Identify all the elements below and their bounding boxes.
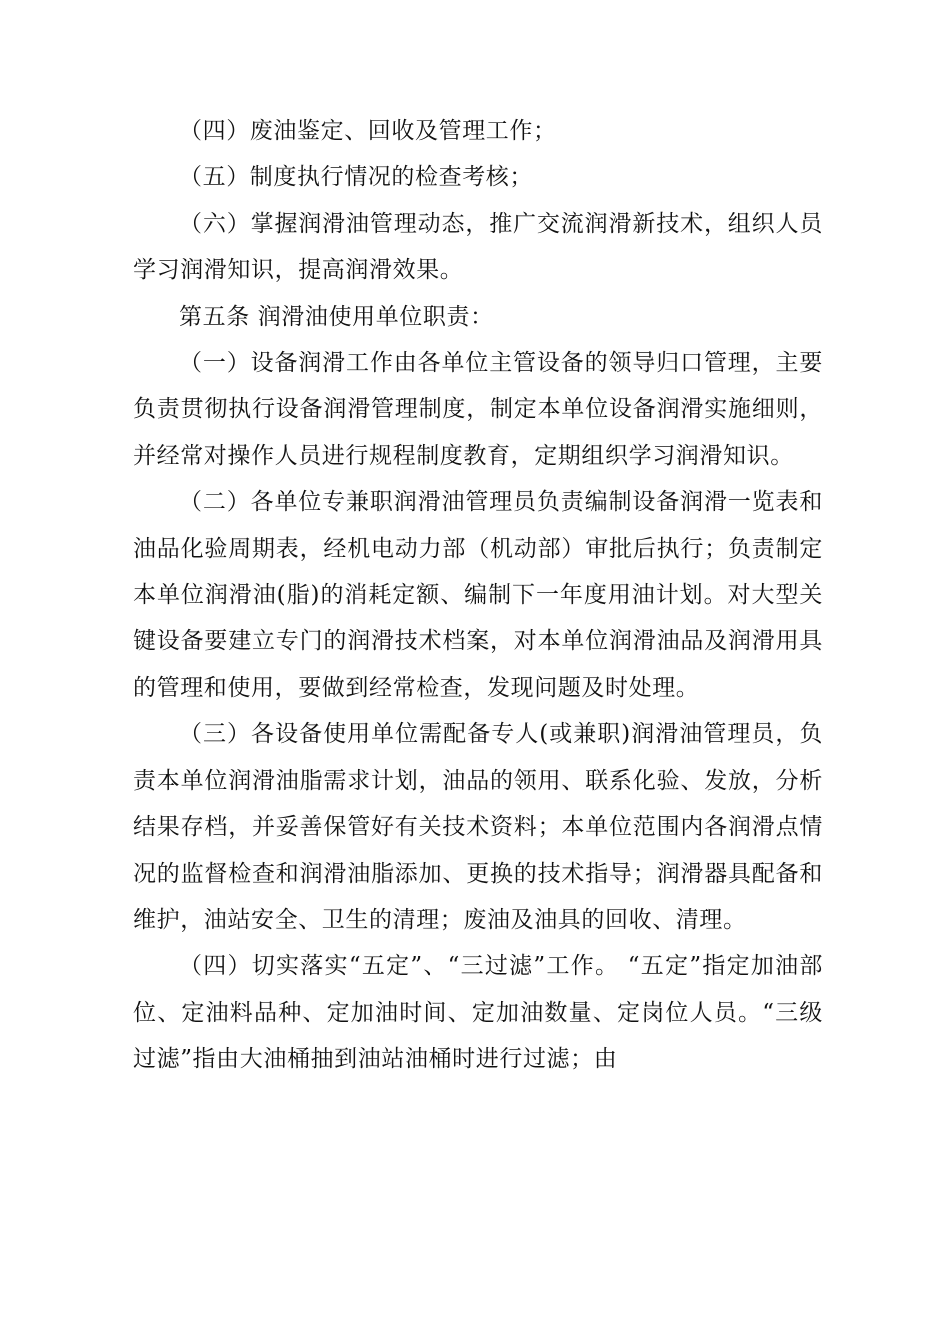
- paragraph-item-4-waste-oil: （四）废油鉴定、回收及管理工作；: [179, 118, 557, 144]
- paragraph-item-5-inspection: （五）制度执行情况的检查考核；: [179, 164, 533, 191]
- article-heading-5: 第五条 润滑油使用单位职责：: [179, 303, 494, 330]
- paragraph-duty-3: （三）各设备使用单位需配备专人(或兼职)润滑油管理员，负责本单位润滑油脂需求计划，油品的领用、联系化验、发放，分析结果存档，并妥善保管好有关技术资料；本单位范围内各润滑点情况的监督检查和润滑油脂添加、更换的技术指导；润滑器具配备和维护，油站安全、卫生的清理；废油及油具的回收、清理。: [133, 721, 823, 933]
- document-page: [133, 108, 823, 1083]
- paragraph-duty-4: （四）切实落实“五定”、“三过滤”工作。 “五定”指定加油部位、定油料品种、定加油时间、定加油数量、定岗位人员。“三级过滤”指由大油桶抽到油站油桶时进行过滤；由: [133, 953, 823, 1073]
- paragraph-duty-1: （一）设备润滑工作由各单位主管设备的领导归口管理，主要负责贯彻执行设备润滑管理制度，制定本单位设备润滑实施细则，并经常对操作人员进行规程制度教育，定期组织学习润滑知识。: [133, 350, 823, 469]
- paragraph-item-6-technology: （六）掌握润滑油管理动态，推广交流润滑新技术，组织人员学习润滑知识，提高润滑效果。: [133, 210, 823, 284]
- paragraph-duty-2: （二）各单位专兼职润滑油管理员负责编制设备润滑一览表和油品化验周期表，经机电动力部（机动部）审批后执行；负责制定本单位润滑油(脂)的消耗定额、编制下一年度用油计划。对大型关键设备要建立专门的润滑技术档案，对本单位润滑油品及润滑用具的管理和使用，要做到经常检查，发现问题及时处理。: [133, 489, 823, 701]
